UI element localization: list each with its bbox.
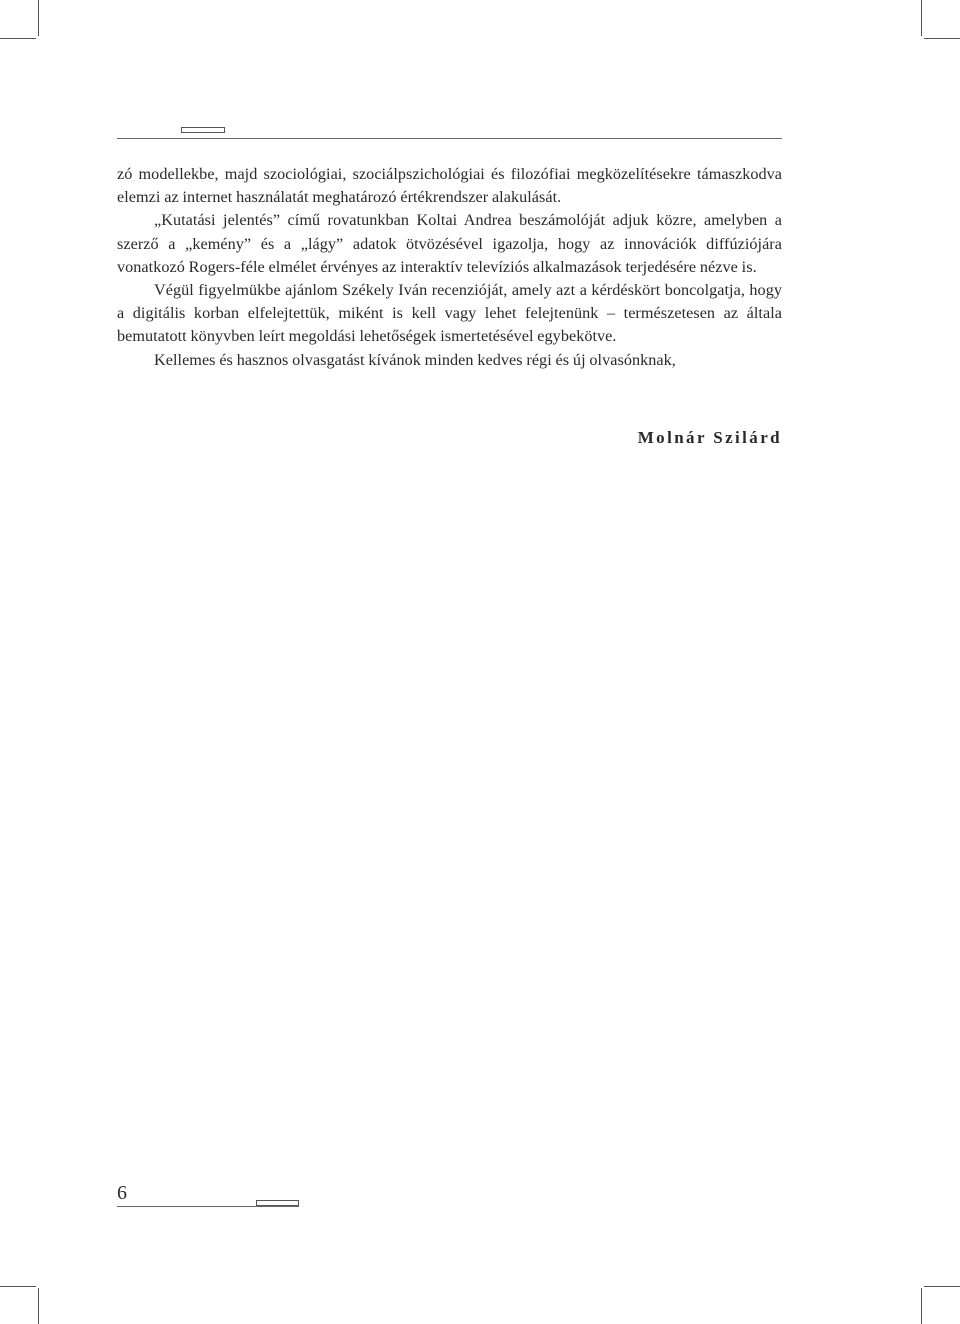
article-body bbox=[117, 163, 782, 372]
author-signature: Molnár Szilárd bbox=[637, 428, 782, 447]
paragraph-1: zó modellekbe, majd szociológiai, szociálpszichológiai és filozófiai megközelítésekre támaszkodva elemzi az internet használatát meghatározó értékrendszer alakulását. bbox=[117, 165, 782, 207]
crop-mark-bottom-right-horizontal bbox=[924, 1286, 960, 1287]
footer-tab-marker bbox=[256, 1200, 299, 1206]
header-tab-marker bbox=[181, 127, 225, 133]
footer-rule bbox=[117, 1206, 299, 1207]
page-number: 6 bbox=[117, 1182, 127, 1204]
crop-mark-bottom-left-vertical bbox=[38, 1288, 39, 1324]
crop-mark-bottom-right-vertical bbox=[921, 1288, 922, 1324]
crop-mark-top-left-horizontal bbox=[0, 38, 36, 39]
paragraph-4: Kellemes és hasznos olvasgatást kívánok minden kedves régi és új olvasónknak, bbox=[154, 350, 676, 369]
crop-mark-bottom-left-horizontal bbox=[0, 1286, 36, 1287]
crop-mark-top-right-vertical bbox=[921, 0, 922, 36]
paragraph-3: Végül figyelmükbe ajánlom Székely Iván recenzióját, amely azt a kérdéskört boncolgatja, hogy a digitális korban elfelejtettük, miként is kell vagy lehet felejtenünk – természetesen az általa bemutatott könyvben leírt megoldási lehetőségek ismertetésével egybekötve. bbox=[117, 281, 782, 346]
paragraph-2: „Kutatási jelentés” című rovatunkban Koltai Andrea beszámolóját adjuk közre, amelyben a szerző a „kemény” és a „lágy” adatok ötvözésével igazolja, hogy az innovációk diffúziójára vonatkozó Rogers-féle elmélet érvényes az interaktív televíziós alkalmazások terjedésére nézve is. bbox=[117, 211, 782, 276]
crop-mark-top-left-vertical bbox=[38, 0, 39, 36]
crop-mark-top-right-horizontal bbox=[924, 38, 960, 39]
header-rule bbox=[117, 138, 782, 139]
